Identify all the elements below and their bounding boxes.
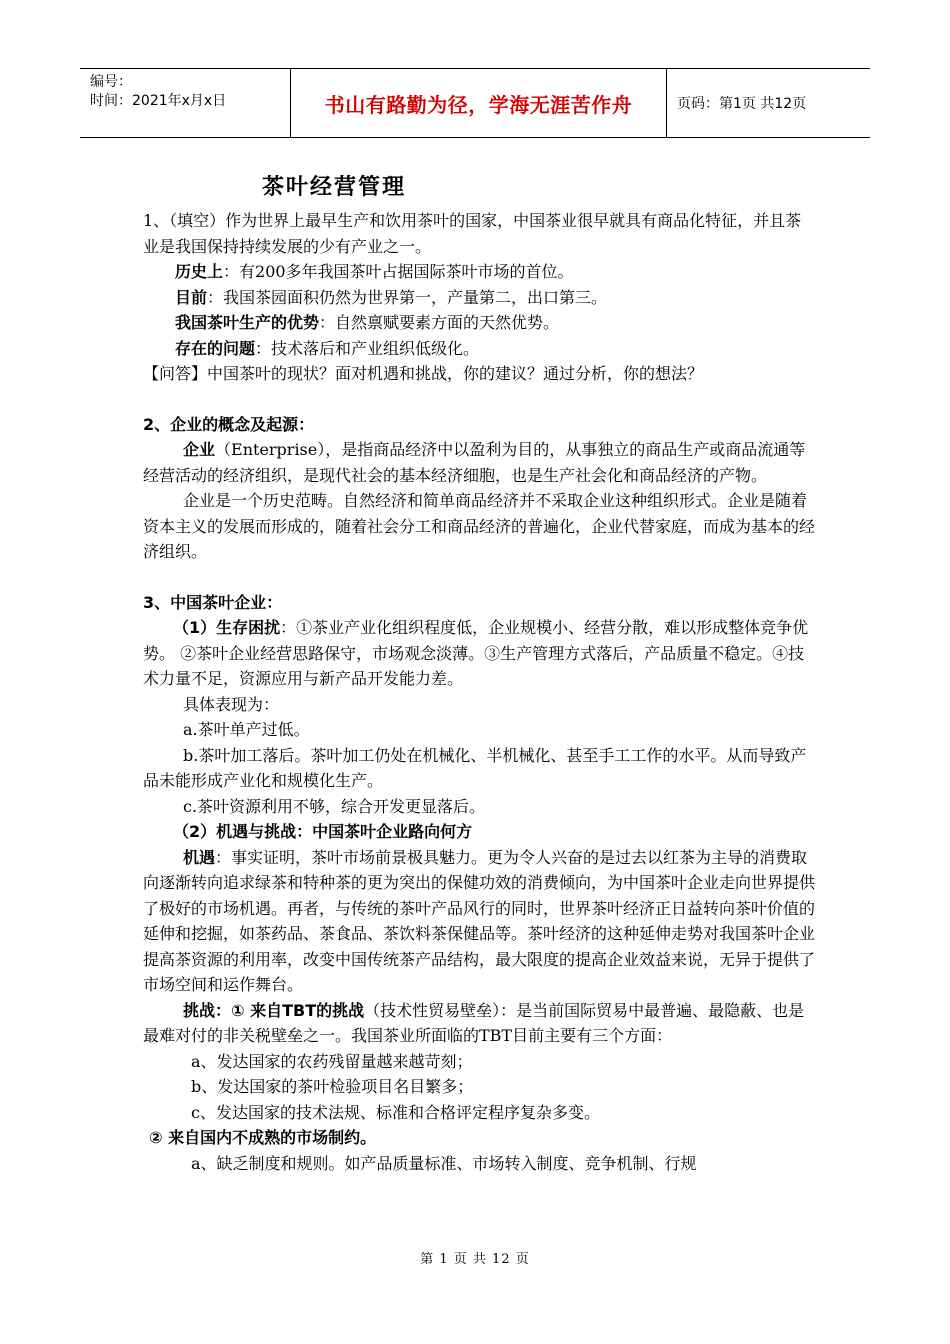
section3-p1 — [143, 615, 815, 692]
opportunity-paragraph — [143, 845, 815, 998]
current-paragraph — [143, 285, 815, 311]
section3-heading: 3、中国茶叶企业： — [143, 592, 283, 612]
item-a: a.茶叶单产过低。 — [183, 720, 310, 739]
opportunity-heading: （2）机遇与挑战：中国茶叶企业路向何方 — [173, 822, 473, 841]
challenge-text: （技术性贸易壁垒）：是当前国际贸易中最普遍、最隐蔽、也是最难对付的非关税壁垒之一。我国茶业所面临的TBT目前主要有三个方面： — [143, 1000, 805, 1045]
header-time: 时间：2021年x月x日 — [90, 93, 227, 109]
section2-p2: 企业是一个历史范畴。自然经济和简单商品经济并不采取企业这种组织形式。企业是随着资本主义的发展而形成的，随着社会分工和商品经济的普遍化，企业代替家庭，而成为基本的经济组织。 — [143, 491, 816, 561]
page-footer: 第 1 页 共 12 页 — [420, 1252, 530, 1267]
header-meta — [80, 69, 290, 137]
challenge-c: c、发达国家的技术法规、标准和合格评定程序复杂多变。 — [191, 1102, 600, 1122]
enterprise-text: （Enterprise），是指商品经济中以盈利为目的，从事独立的商品生产或商品流通等经营活动的经济组织，是现代社会的基本经济细胞，也是生产社会化和商品经济的产物。 — [143, 440, 806, 485]
history-paragraph — [143, 259, 815, 285]
document-title: 茶叶经营管理 — [262, 175, 407, 200]
advantage-text: ：自然禀赋要素方面的天然优势。 — [319, 313, 560, 332]
challenge-b: b、发达国家的茶叶检验项目名目繁多； — [191, 1077, 474, 1096]
advantage-label: 我国茶叶生产的优势 — [175, 313, 320, 332]
header-motto: 书山有路勤为径，学海无涯苦作舟 — [290, 69, 667, 137]
survival-label: （1）生存困扰 — [173, 618, 281, 637]
item-b: b.茶叶加工落后。茶叶加工仍处在机械化、半机械化、甚至手工工作的水平。从而导致产品未能形成产业化和规模化生产。 — [143, 745, 807, 790]
history-label: 历史上 — [175, 262, 224, 281]
section2-heading: 2、企业的概念及起源： — [143, 414, 315, 434]
opportunity-text: ：事实证明，茶叶市场前景极具魅力。更为令人兴奋的是过去以红茶为主导的消费取向逐渐转向追求绿茶和特种茶的更为突出的保健功效的消费倾向，为中国茶叶企业走向世界提供了极好的市场机遇。再者，与传统的茶叶产品风行的同时，世界茶叶经济正日益转向茶叶价值的延伸和挖掘，如茶药品、茶食品、茶饮料茶保健品等。茶叶经济的这种延伸走势对我国茶叶企业提高茶资源的利用率，改变中国传统茶产品结构，最大限度的提高企业效益来说，无异于提供了市场空间和运作舞台。 — [143, 847, 816, 994]
header-number: 编号： — [90, 74, 132, 90]
section2-p1 — [143, 437, 815, 488]
challenge2-heading: ② 来自国内不成熟的市场制约。 — [149, 1128, 377, 1147]
problem-label: 存在的问题 — [175, 338, 256, 358]
item-c: c.茶叶资源利用不够，综合开发更显落后。 — [183, 796, 486, 816]
current-label: 目前 — [175, 287, 208, 307]
problem-text: ：技术落后和产业组织低级化。 — [255, 338, 480, 358]
history-text: ：有200多年我国茶叶占据国际茶叶市场的首位。 — [223, 262, 574, 281]
problem-paragraph — [143, 336, 815, 362]
document-body — [143, 208, 815, 1176]
header-page-info: 页码：第1页 共12页 — [677, 96, 807, 112]
challenge-label: 挑战：① 来自TBT的挑战 — [183, 1000, 365, 1020]
page-header — [80, 68, 870, 138]
challenge2-a: a、缺乏制度和规则。如产品质量标准、市场转入制度、竞争机制、行规 — [191, 1153, 697, 1173]
opportunity-label: 机遇 — [183, 847, 216, 867]
current-text: ：我国茶园面积仍然为世界第一，产量第二，出口第三。 — [207, 287, 608, 307]
specific-label: 具体表现为： — [183, 694, 280, 714]
qa-paragraph: 【问答】中国茶叶的现状？面对机遇和挑战，你的建议？通过分析，你的想法？ — [143, 364, 704, 383]
challenge-a: a、发达国家的农药残留量越来越苛刻； — [191, 1051, 473, 1071]
survival-text: ：①茶业产业化组织程度低，企业规模小、经营分散，难以形成整体竞争优势。 ②茶叶企业经营思路保守，市场观念淡薄。③生产管理方式落后，产品质量不稳定。④技术力量不足，资源应用与新产品开发能力差。 — [143, 618, 809, 688]
section1-intro: 1、（填空）作为世界上最早生产和饮用茶叶的国家，中国茶业很早就具有商品化特征，并且茶业是我国保持持续发展的少有产业之一。 — [143, 211, 802, 256]
challenge-paragraph — [143, 998, 815, 1049]
enterprise-label: 企业 — [183, 440, 216, 459]
advantage-paragraph — [143, 310, 815, 336]
